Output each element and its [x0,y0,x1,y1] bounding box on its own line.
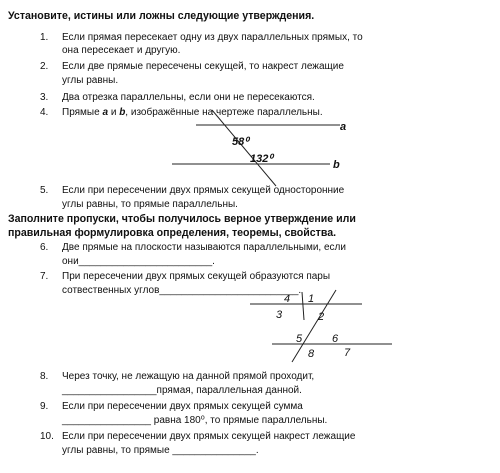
item-2-line-1: Если две прямые пересечены секущей, то накрест лежащие [62,61,344,72]
angle-58-label: 58⁰ [232,136,249,148]
item-9-line-2: ________________ равна 180⁰, то прямые параллельны. [62,415,328,426]
angle-5-label: 5 [296,333,303,345]
item-10-line-2: углы равны, то прямые _______________. [62,445,259,456]
item-2-number: 2. [40,61,49,72]
item-6-line-2: они________________________. [62,256,215,267]
angle-7-label: 7 [344,347,351,359]
item-5-number: 5. [40,185,49,196]
item-1-line-2: она пересекает и другую. [62,45,181,56]
item-1-line-1: Если прямая пересекает одну из двух параллельных прямых, то [62,32,363,43]
item-3-line-1: Два отрезка параллельны, если они не пересекаются. [62,92,315,103]
item-6-line-1: Две прямые на плоскости называются параллельными, если [62,242,346,253]
angle-132-label: 132⁰ [250,153,273,165]
label-a: a [340,121,347,133]
item-10-number: 10. [40,431,54,442]
item-10-line-1: Если при пересечении двух прямых секущей накрест лежащие [62,431,356,442]
item-7-number: 7. [40,271,49,282]
part2-heading-line-2: правильная формулировка определения, теоремы, свойства. [8,227,337,239]
item-2-line-2: углы равны. [62,75,119,86]
item-8-line-2: _________________прямая, параллельная данной. [62,385,302,396]
item-3-number: 3. [40,92,49,103]
angle-6-label: 6 [332,333,339,345]
angle-4-label: 4 [284,293,291,305]
part2-heading-line-1: Заполните пропуски, чтобы получилось верное утверждение или [8,213,356,225]
item-4-number: 4. [40,107,49,118]
angle-2-label: 2 [318,311,325,323]
item-7-line-2: сотвественных углов_________________________. [62,285,302,296]
item-9-line-1: Если при пересечении двух прямых секущей сумма [62,401,303,412]
part1-heading: Установите, истины или ложны следующие утверждения. [8,10,315,22]
item-8-line-1: Через точку, не лежащую на данной прямой проходит, [62,371,315,382]
item-8-number: 8. [40,371,49,382]
item-5-line-2: углы равны, то прямые параллельны. [62,199,238,210]
item-7-line-1: При пересечении двух прямых секущей образуются пары [62,271,331,282]
short-transversal [302,292,304,320]
angle-3-label: 3 [276,309,283,321]
item-9-number: 9. [40,401,49,412]
item-4-line-1: Прямые a и b, изображённые на чертеже параллельны. [62,107,323,118]
angle-1-label: 1 [308,293,315,305]
label-b: b [333,159,340,171]
item-1-number: 1. [40,32,49,43]
item-6-number: 6. [40,242,49,253]
item-5-line-1: Если при пересечении двух прямых секущей односторонние [62,185,345,196]
angle-8-label: 8 [308,348,315,360]
